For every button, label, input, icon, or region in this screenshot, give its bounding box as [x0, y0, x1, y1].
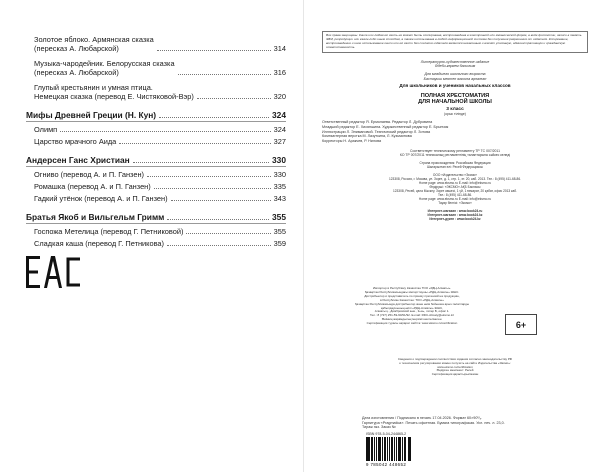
toc-entry	[34, 239, 286, 248]
toc-page-number: 359	[273, 239, 286, 248]
toc-page-number: 324	[272, 110, 286, 120]
technical-standard	[322, 149, 588, 158]
toc-entry-line: Золотое яблоко. Армянская сказка	[34, 35, 154, 44]
publisher-line: Home page: www.eksmo.ru E-mail: info@eksmo.ru	[418, 181, 492, 186]
toc-section-heading	[26, 212, 286, 224]
toc-entry	[34, 59, 286, 77]
toc-entry	[34, 35, 286, 53]
publisher-line: Өндіруші: «ЭКСМО» АҚБ Баспасы	[429, 185, 481, 190]
publisher-line: Тауар белгісі: «Эксмо»	[438, 201, 472, 206]
toc-dot-leader	[154, 188, 271, 189]
grade-label: 3 класс	[446, 106, 464, 112]
toc-entry-line: Царство мрачного Аида	[34, 137, 117, 146]
book-title-line-2: ДЛЯ НАЧАЛЬНОЙ ШКОЛЫ	[418, 99, 492, 106]
toc-entry-title	[34, 227, 183, 236]
toc-dot-leader	[157, 50, 271, 51]
isbn-number: ISBN 978-5-04-244865-2	[366, 432, 407, 436]
toc-dot-leader	[178, 74, 271, 75]
toc-entry	[34, 137, 286, 146]
age-group-ru: Для младшего школьного возраста	[424, 72, 486, 77]
toc-entry	[34, 182, 286, 191]
toc-entry	[34, 227, 286, 236]
toc-entry-title	[34, 239, 164, 248]
publisher-line: 123308, Ресей, қала Мәскеу, Зорге көшесі, 1 үй, 1 ғимарат, 20 қабат, офис 2013 каб.	[392, 189, 518, 194]
genre-ru: Литературно-художественное издание	[420, 59, 490, 64]
production-line: Сертификация қарастырылмаған	[431, 372, 479, 377]
online-shop-line: Интернет-магазин : www.book24.ru	[427, 209, 483, 214]
toc-entry	[34, 194, 286, 203]
genre-kz: Әдеби-көркем басылым	[434, 63, 476, 68]
importer-line: в Республике Казахстан: ТОО «РДЦ-Алматы»	[380, 297, 444, 302]
toc-heading-text: Андерсен Ганс Христиан	[26, 155, 130, 165]
toc-heading-text: Мифы Древней Греции (Н. Кун)	[26, 110, 157, 120]
toc-section	[26, 155, 286, 203]
barcode	[366, 437, 424, 461]
publisher-line: 123308, Россия, г. Москва, ул. Зорге, д. 1, стр. 1, эт. 20, каб. 2013. Тел.: 8 (495) 411-68-86.	[389, 177, 521, 182]
toc-entry-title	[34, 137, 116, 146]
toc-page-number: 324	[273, 125, 286, 134]
toc-dot-leader	[197, 98, 271, 99]
importer-line: Дистрибьютор и представитель по приему претензий на продукцию,	[364, 293, 460, 298]
book-title	[322, 93, 588, 106]
staff-line: Младший редактор Е. Хисяншина. Художественный редактор Е. Брынчик	[322, 125, 449, 129]
publisher-line: ООО «Издательство «Эксмо»	[432, 173, 478, 178]
editorial-staff	[322, 120, 588, 144]
standard-line: Соответствует техническому регламенту ТР ТС 007/2011	[410, 148, 500, 153]
toc-entry-line: (пересказ А. Любарской)	[34, 44, 119, 53]
toc-dot-leader	[167, 219, 269, 220]
staff-line: Ответственный редактор Я. Ермолаева. Редактор Л. Дубровина	[322, 120, 433, 125]
toc-entry-line: Олимп	[34, 125, 58, 134]
importer-line: Өнімнің жарамдылық мерзімі шектелмеген.	[381, 317, 443, 322]
toc-page-number: 355	[273, 227, 286, 236]
toc-section	[26, 110, 286, 146]
toc-heading-text: Братья Якоб и Вильгельм Гримм	[26, 212, 165, 222]
origin-line: Страна происхождения: Российская Федерация	[419, 161, 491, 166]
barcode-digits: 9 785042 448652	[366, 462, 407, 467]
production-notes	[322, 358, 588, 377]
toc-entry-line: Глупый крестьянин и умная птица.	[34, 83, 153, 92]
importer-line: Импортер в Республику Казахстан ТОО «РДЦ-Алматы».	[372, 286, 452, 290]
toc-page-number: 330	[272, 155, 286, 165]
audience-line: Для школьников и учеников начальных классов	[399, 82, 511, 88]
eac-conformity-mark	[24, 252, 84, 292]
importer-line: Алматы қ., Домбровский көш., 3«а», литер Б, офис 1.	[374, 309, 450, 314]
toc-entry-title	[34, 125, 57, 134]
staff-line: Корректоры Н. Аракчев, Р. Нилова	[322, 139, 382, 144]
production-line: Сведения о подтверждении соответствия издания согласно законодательству РФ	[397, 357, 513, 361]
table-of-contents	[26, 34, 286, 257]
grade-language-note: (орыс тілінде)	[444, 112, 466, 116]
signing-line: Гарнитура «Pragmatica». Печать офсетная. Бумага типографская. Усл. печ. л. 23,0.	[362, 420, 505, 425]
online-shop-info	[322, 209, 588, 221]
toc-dot-leader	[60, 131, 270, 132]
toc-page-number: 330	[273, 170, 286, 179]
importer-line: Қазақстан Республикасындағы импорттаушы «РДЦ-Алматы» ЖШС.	[364, 289, 460, 294]
toc-section-heading	[26, 155, 286, 167]
toc-section-heading	[26, 110, 286, 122]
toc-entry-line: Ромашка (перевод А. и П. Ганзен)	[34, 182, 151, 191]
imprint-page	[322, 31, 588, 221]
toc-entry-title	[34, 182, 151, 191]
standard-line: КО ТР 007/2011 техникалық регламентінің талаптарына сәйкес келеді	[399, 153, 511, 158]
toc-entry-title	[34, 35, 154, 53]
print-signing-info	[362, 416, 588, 430]
production-line: о техническом регулировании можно получить на сайте Издательства «Эксмо»:	[399, 360, 511, 365]
toc-dot-leader	[133, 162, 269, 163]
toc-page-number: 314	[273, 44, 286, 53]
toc-entry	[34, 170, 286, 179]
signing-line: Дата изготовления / Подписано в печать 17.04.2026. Формат 60×90¹/₈.	[362, 416, 483, 420]
toc-entry-title	[34, 59, 175, 77]
book-title-line-1: ПОЛНАЯ ХРЕСТОМАТИЯ	[420, 93, 490, 100]
toc-page-number: 320	[273, 92, 286, 101]
toc-page-number: 316	[273, 68, 286, 77]
toc-page-number: 335	[273, 182, 286, 191]
toc-section	[26, 212, 286, 248]
toc-page-number: 343	[273, 194, 286, 203]
toc-dot-leader	[167, 245, 271, 246]
toc-entry	[34, 83, 286, 101]
toc-dot-leader	[159, 117, 269, 118]
staff-line: Иллюстрации Л. Элимановой. Технический редактор Л. Зотова	[322, 129, 431, 134]
page-fold	[303, 0, 304, 472]
production-line: www.eksmo.ru/certification	[437, 364, 473, 369]
publisher-line: Home page: www.eksmo.ru E-mail: info@eksmo.ru	[418, 197, 492, 202]
toc-page-number: 355	[272, 212, 286, 222]
importer-line: қабылдаушының өкілі «РДЦ-Алматы» ЖШС,	[381, 305, 443, 310]
country-of-origin	[322, 161, 588, 169]
toc-dot-leader	[119, 143, 270, 144]
toc-section	[26, 35, 286, 101]
barcode-bar	[411, 437, 412, 461]
toc-dot-leader	[147, 176, 271, 177]
toc-entry-line: Немецкая сказка (перевод Е. Чистяковой-Вэр)	[34, 92, 194, 101]
importer-info	[327, 287, 497, 326]
online-shop-line: Интернет-магазин : www.book24.kz	[427, 213, 483, 218]
toc-entry-title	[34, 170, 144, 179]
toc-entry-line: (пересказ А. Любарской)	[34, 68, 119, 77]
staff-line: Компьютерная верстка М. Лазуткина, Л. Кузьминова	[322, 134, 412, 139]
rights-notice: Все права защищены. Книга или любая её часть не может быть скопирована, воспроизведена в электронной или механической форме, в виде фотокопии, записи в память ЭВМ, репродукции или каким-либо иным способом, а также использована в любой информационной системе без получения разрешения от издателя. Копирование, воспроизведение и иное использование книги или её части без согласия издателя является незаконным и влечёт уголовную, административную и гражданскую ответственность.	[322, 31, 588, 53]
importer-line: Тел.: 8 (727) 251-59-90/91/92. E-mail: RDC-Almaty@eksmo.kz	[369, 313, 455, 318]
publisher-info	[322, 173, 588, 205]
isbn-block	[366, 432, 424, 467]
age-group-kz: Бастауыш мектеп жасына арналған	[423, 76, 487, 81]
toc-entry-line: Гадкий утёнок (перевод А. и П. Ганзен)	[34, 194, 168, 203]
origin-line: Шығарылған елі: Ресей Федерациясы	[427, 165, 483, 170]
importer-line: Сертификация туралы ақпарат сайтта: www.eksmo.ru/certification	[366, 321, 458, 326]
publisher-line: Тел.: 8 (495) 411-68-86.	[437, 193, 473, 198]
age-rating-badge: 6+	[505, 314, 537, 335]
toc-entry-line: Огниво (перевод А. и П. Ганзен)	[34, 170, 144, 179]
toc-entry	[34, 125, 286, 134]
toc-entry-line: Госпожа Метелица (перевод Г. Петниковой)	[34, 227, 184, 236]
toc-dot-leader	[186, 233, 270, 234]
toc-entry-title	[34, 83, 194, 101]
toc-dot-leader	[171, 200, 271, 201]
online-shop-line: Интернет-дүкен : www.book24.kz	[429, 217, 481, 222]
toc-entry-line: Сладкая каша (перевод Г. Петникова)	[34, 239, 165, 248]
signing-line: Тираж экз. Заказ №	[362, 425, 396, 429]
importer-line: Қазақстан Республикасында дистрибьютор және өнім бойынша арыз-талаптарды	[354, 301, 470, 306]
toc-entry-title	[34, 194, 168, 203]
toc-page-number: 327	[273, 137, 286, 146]
toc-entry-line: Музыка-чародейник. Белорусская сказка	[34, 59, 175, 68]
production-line: Өндірген мемлекет: Ресей	[436, 368, 474, 373]
